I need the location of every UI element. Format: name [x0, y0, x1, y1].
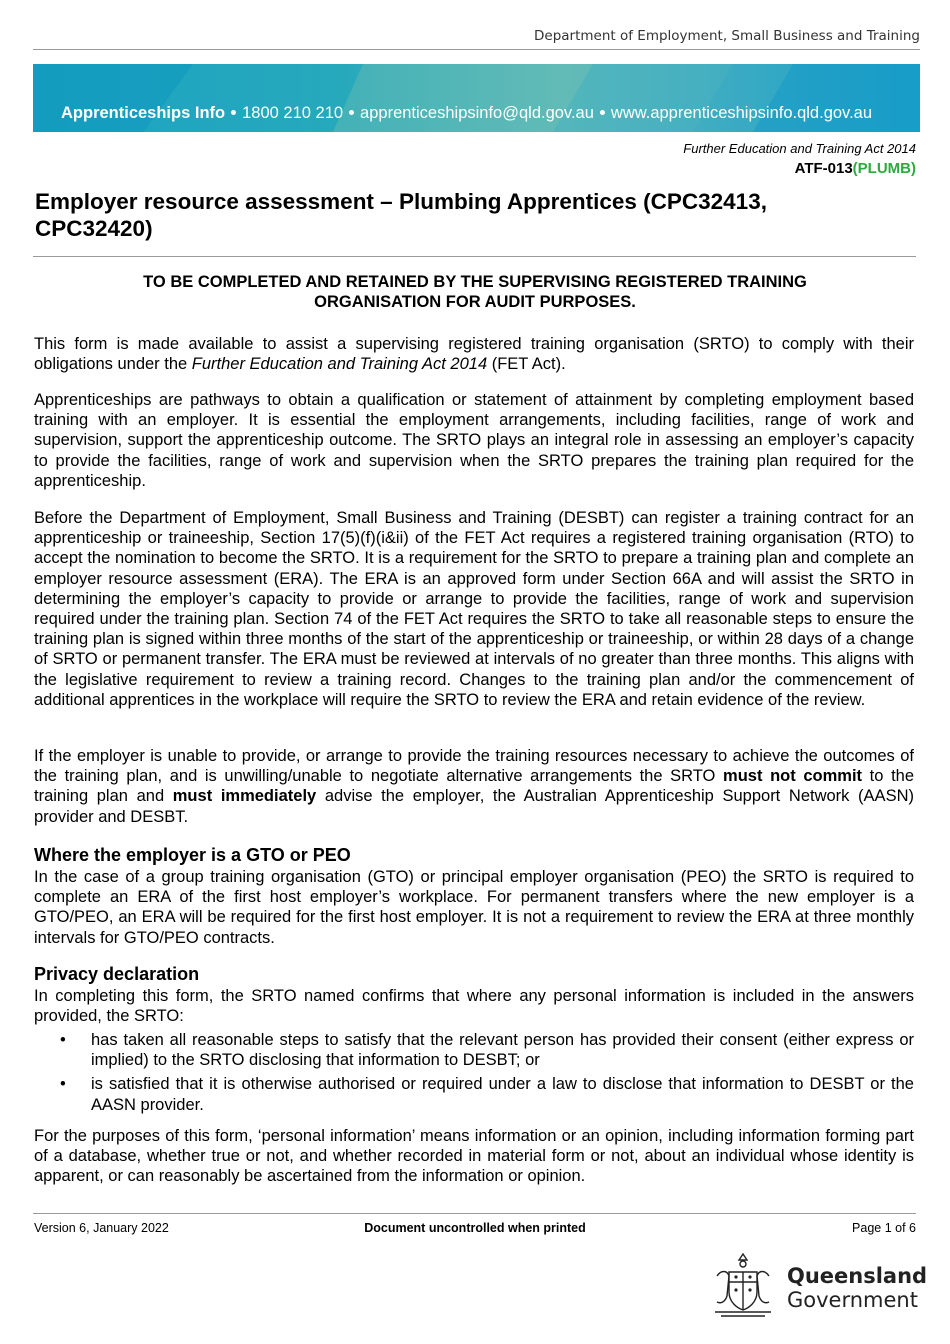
- gto-peo-heading: Where the employer is a GTO or PEO: [34, 845, 351, 865]
- intro-paragraph: [34, 334, 914, 374]
- form-code-suffix: (PLUMB): [852, 160, 916, 177]
- employer-unable-text-mid: to the training plan and: [34, 767, 915, 806]
- list-item: [34, 1030, 914, 1070]
- page-title: [35, 188, 915, 242]
- bullet-separator-icon: [600, 110, 605, 115]
- privacy-paragraph: In completing this form, the SRTO named confirms that where any personal information is included in the answers provided, the SRTO:: [34, 987, 914, 1026]
- list-item: [34, 1074, 914, 1114]
- department-header: [33, 26, 920, 50]
- page-title-line2: CPC32420): [35, 216, 153, 241]
- intro-act-name: Further Education and Training Act 2014: [191, 355, 488, 374]
- banner-brand: Apprenticeships Info: [61, 104, 226, 122]
- coat-of-arms-icon: [707, 1250, 779, 1322]
- footer-divider: [33, 1213, 916, 1214]
- privacy-heading: Privacy declaration: [34, 964, 200, 984]
- bullet-separator-icon: [231, 110, 236, 115]
- audit-notice-line2: ORGANISATION FOR AUDIT PURPOSES.: [314, 293, 636, 311]
- logo-wordmark: [787, 1264, 927, 1312]
- queensland-government-logo: [707, 1250, 928, 1322]
- banner-phone[interactable]: 1800 210 210: [242, 104, 344, 122]
- contact-banner: [33, 64, 920, 132]
- employer-unable-text-end: advise the employer, the Australian Apprenticeship Support Network (AASN) provider and DESBT.: [34, 787, 914, 826]
- form-code-prefix: ATF-013: [794, 160, 853, 177]
- logo-line2: Government: [787, 1288, 918, 1312]
- bullet-icon: •: [60, 1031, 66, 1049]
- bullet-icon: •: [60, 1075, 66, 1094]
- banner-email[interactable]: apprenticeshipsinfo@qld.gov.au: [360, 104, 594, 122]
- banner-website[interactable]: www.apprenticeshipsinfo.qld.gov.au: [610, 104, 873, 122]
- must-immediately-text: must immediately: [172, 787, 317, 806]
- privacy-bullet-list: [34, 1030, 914, 1119]
- act-reference: Further Education and Training Act 2014: [683, 141, 916, 156]
- audit-notice-line1: TO BE COMPLETED AND RETAINED BY THE SUPERVISING REGISTERED TRAINING: [143, 273, 807, 291]
- title-divider: [33, 256, 916, 257]
- bullet-separator-icon: [349, 110, 354, 115]
- gto-peo-paragraph: In the case of a group training organisation (GTO) or principal employer organisation (PEO) the SRTO is required to complete an ERA of the first host employer’s workplace. For permanent transfers where the new employer is a GTO/PEO, an ERA will be required for the first host employer. It is not a requirement to review the ERA at three monthly intervals for GTO/PEO contracts.: [34, 868, 914, 947]
- version-label: Version 6, January 2022: [34, 1221, 169, 1235]
- page-number: Page 1 of 6: [852, 1221, 916, 1235]
- department-name: Department of Employment, Small Business and Training: [534, 28, 920, 44]
- pathways-paragraph: Apprenticeships are pathways to obtain a qualification or statement of attainment by completing employment based training with an employer. It is essential the employment arrangements, including facilities, range of work and supervision, support the apprenticeship outcome. The SRTO plays an integral role in assessing an employer’s capacity to provide the facilities, range of work and supervision when the SRTO prepares the training plan required for the apprenticeship.: [34, 391, 914, 490]
- registration-paragraph: Before the Department of Employment, Small Business and Training (DESBT) can register a training contract for an apprenticeship or traineeship, Section 17(5)(f)(i&ii) of the FET Act requires a registered training organisation (RTO) to accept the nomination to become the SRTO. It is a requirement for the SRTO to prepare a training plan and complete an employer resource assessment (ERA). The ERA is an approved form under Section 66A and will assist the SRTO in determining the employer’s capacity to provide or arrange to provide the facilities, range of work and supervision required under the training plan. Section 74 of the FET Act requires the SRTO to take all reasonable steps to ensure the training plan is signed within three months of the start of the apprenticeship or traineeship, or within 28 days of a change of SRTO or permanent transfer. The ERA must be reviewed at intervals of no greater than three months. This aligns with the legislative requirement to review a training record. Changes to the training plan and/or the commencement of additional apprentices in the workplace will require the SRTO to review the ERA and retain evidence of the review.: [34, 509, 914, 709]
- employer-unable-text: If the employer is unable to provide, or arrange to provide the training resources necessary to achieve the outcomes of the training plan, and is unwilling/unable to negotiate alternative arrangements the SRTO: [34, 747, 914, 786]
- form-code: [795, 160, 916, 177]
- employer-unable-paragraph: [34, 746, 914, 827]
- personal-info-paragraph: For the purposes of this form, ‘personal information’ means information or an opinion, including information forming part of a database, whether true or not, and whether recorded in material form or not, about an individual whose identity is apparent, or can reasonably be ascertained from the information or opinion.: [34, 1127, 914, 1186]
- list-item-text: is satisfied that it is otherwise authorised or required under a law to disclose that information to DESBT or the AASN provider.: [91, 1075, 914, 1114]
- intro-text: This form is made available to assist a supervising registered training organisation (SRTO) to comply with their obligations under the: [34, 335, 914, 374]
- intro-text-end: (FET Act).: [487, 355, 566, 374]
- audit-notice: [60, 272, 890, 312]
- banner-contact-line: [61, 104, 872, 123]
- must-not-commit-text: must not commit: [723, 767, 863, 786]
- uncontrolled-notice: Document uncontrolled when printed: [364, 1221, 586, 1235]
- page-title-line1: Employer resource assessment – Plumbing Apprentices (CPC32413,: [35, 189, 767, 214]
- logo-line1: Queensland: [787, 1264, 928, 1288]
- list-item-text: has taken all reasonable steps to satisfy that the relevant person has provided their consent (either express or implied) to the SRTO disclosing that information to DESBT; or: [91, 1031, 914, 1070]
